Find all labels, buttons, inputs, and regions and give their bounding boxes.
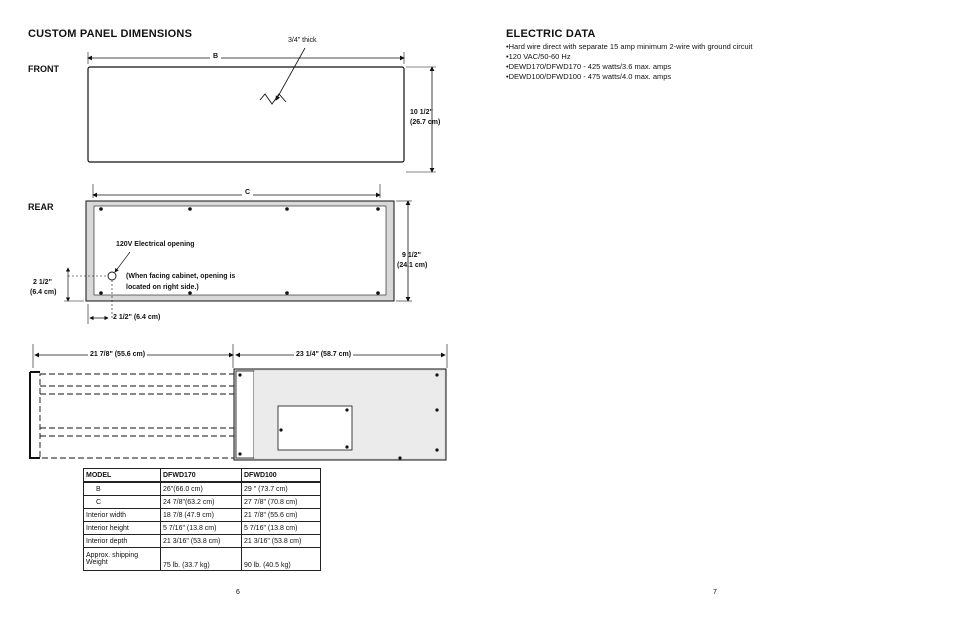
dimension-c-label: C [242,189,253,196]
left-offset-in: 2 1/2" [33,279,52,286]
front-height-in: 10 1/2" [410,109,433,116]
table-header-row [84,469,321,483]
page-number-left: 6 [236,589,240,596]
table-row [84,535,321,548]
opening-note-line-2: located on right side.) [126,284,199,291]
table-row [84,496,321,509]
row-label: Interior depth [84,535,161,548]
electrical-opening-label: 120V Electrical opening [116,241,195,248]
dimension-b-label: B [210,53,221,60]
cell-dfwd100: 5 7/16" (13.8 cm) [242,522,321,535]
cell-dfwd170: 24 7/8"(63.2 cm) [161,496,242,509]
row-label: Approx. shipping Weight [84,548,161,571]
rear-height-cm: (24.1 cm) [397,262,428,269]
bottom-offset-label: 2 1/2" (6.4 cm) [113,314,161,321]
electric-data-list [506,42,926,82]
list-item: •120 VAC/50-60 Hz [506,52,571,61]
list-item: •DEWD170/DFWD170 - 425 watts/3.6 max. amps [506,62,672,71]
opening-note-line-1: (When facing cabinet, opening is [126,273,236,280]
front-panel-drawing [88,48,436,172]
cell-dfwd100: 29 " (73.7 cm) [242,482,321,496]
list-item: •DEWD100/DFWD100 - 475 watts/4.0 max. amps [506,72,672,81]
cell-dfwd100: 21 7/8" (55.6 cm) [242,509,321,522]
row-label: B [84,482,161,496]
header-dfwd100: DFWD100 [242,469,321,483]
cell-dfwd100: 21 3/16" (53.8 cm) [242,535,321,548]
rear-panel-drawing [64,184,412,324]
cell-dfwd100: 90 lb. (40.5 kg) [242,548,321,571]
table-row [84,548,321,571]
thickness-note: 3/4" thick [288,37,317,44]
row-label: Interior height [84,522,161,535]
left-offset-cm: (6.4 cm) [30,289,57,296]
table-row [84,509,321,522]
side-dimension-1: 21 7/8" (55.6 cm) [90,351,146,358]
side-view-drawing [30,344,447,460]
cell-dfwd170: 21 3/16" (53.8 cm) [161,535,242,548]
cell-dfwd170: 18 7/8 (47.9 cm) [161,509,242,522]
cell-dfwd100: 27 7/8" (70.8 cm) [242,496,321,509]
header-dfwd170: DFWD170 [161,469,242,483]
front-label: FRONT [28,64,59,74]
cell-dfwd170: 75 lb. (33.7 kg) [161,548,242,571]
table-row [84,482,321,496]
header-model: MODEL [84,469,161,483]
row-label: C [84,496,161,509]
rear-height-in: 9 1/2" [402,252,421,259]
table-row [84,522,321,535]
page-number-right: 7 [713,589,717,596]
list-item: •Hard wire direct with separate 15 amp minimum 2-wire with ground circuit [506,42,753,51]
front-height-cm: (26.7 cm) [410,119,441,126]
model-spec-table [83,468,321,571]
row-label: Interior width [84,509,161,522]
page-title-custom-panel: CUSTOM PANEL DIMENSIONS [28,28,193,40]
rear-label: REAR [28,202,54,212]
cell-dfwd170: 26"(66.0 cm) [161,482,242,496]
page-title-electric-data: ELECTRIC DATA [506,28,596,40]
side-dimension-2: 23 1/4" (58.7 cm) [296,351,352,358]
cell-dfwd170: 5 7/16" (13.8 cm) [161,522,242,535]
